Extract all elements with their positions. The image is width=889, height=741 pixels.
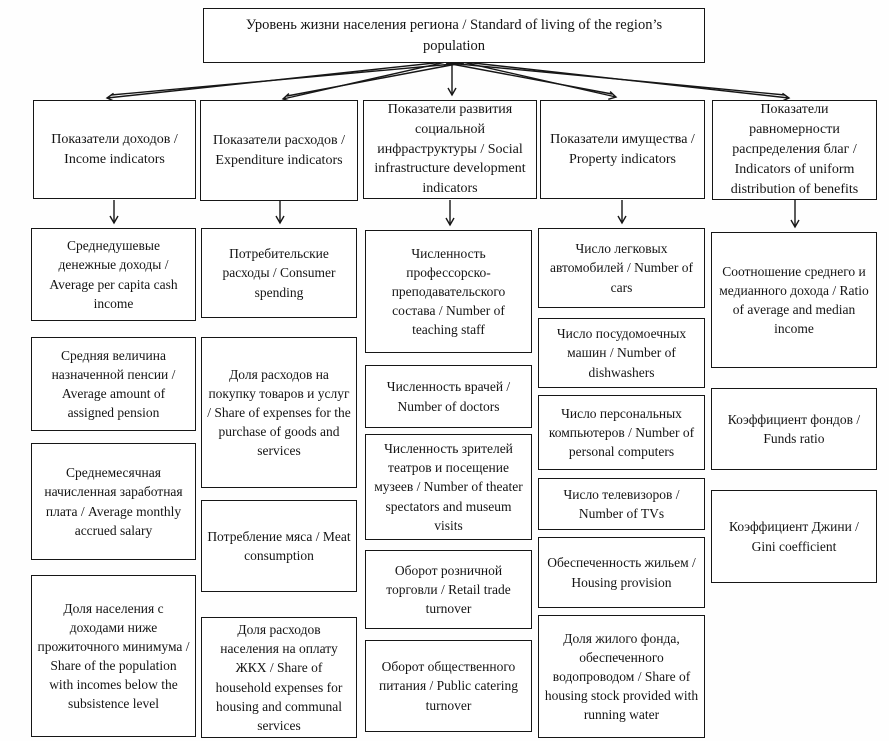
box-consumer-spending: Потребительские расходы / Consumer spending [201,228,357,318]
box-meat-consumption: Потребление мяса / Meat consumption [201,500,357,592]
box-ratio-average-median-income: Соотношение среднего и медианного дохода / Ratio of average and median income [711,232,877,368]
box-number-of-doctors: Численность врачей / Number of doctors [365,365,532,428]
box-number-of-teaching-staff: Численность профессорско-преподавательского состава / Number of teaching staff [365,230,532,353]
box-share-below-subsistence-level: Доля населения с доходами ниже прожиточного минимума / Share of the population with incomes below the subsistence level [31,575,196,737]
box-retail-trade-turnover: Оборот розничной торговли / Retail trade turnover [365,550,532,629]
box-funds-ratio: Коэффициент фондов / Funds ratio [711,388,877,470]
box-housing-stock-running-water: Доля жилого фонда, обеспеченного водопроводом / Share of housing stock provided with running water [538,615,705,738]
box-average-assigned-pension: Средняя величина назначенной пенсии / Average amount of assigned pension [31,337,196,431]
header-social-infrastructure-indicators: Показатели развития социальной инфраструктуры / Social infrastructure development indicators [363,100,537,199]
fan-arrow-to-income-indicators [107,62,464,98]
box-average-per-capita-cash-income: Среднедушевые денежные доходы / Average per capita cash income [31,228,196,321]
header-property-indicators: Показатели имущества / Property indicators [540,100,705,199]
box-number-of-cars: Число легковых автомобилей / Number of cars [538,228,705,308]
header-uniform-distribution-indicators: Показатели равномерности распределения благ / Indicators of uniform distribution of benefits [712,100,877,200]
box-number-of-dishwashers: Число посудомоечных машин / Number of dishwashers [538,318,705,388]
root-standard-of-living-box: Уровень жизни населения региона / Standard of living of the region’s population [203,8,705,63]
box-public-catering-turnover: Оборот общественного питания / Public catering turnover [365,640,532,732]
box-average-monthly-accrued-salary: Среднемесячная начисленная заработная плата / Average monthly accrued salary [31,443,196,560]
box-housing-provision: Обеспеченность жильем / Housing provision [538,537,705,608]
box-number-of-personal-computers: Число персональных компьютеров / Number of personal computers [538,395,705,470]
box-theater-spectators-museum-visits: Численность зрителей театров и посещение музеев / Number of theater spectators and museum visits [365,434,532,540]
box-gini-coefficient: Коэффициент Джини / Gini coefficient [711,490,877,583]
fan-arrow-to-expenditure-indicators [283,62,462,99]
header-expenditure-indicators: Показатели расходов / Expenditure indicators [200,100,358,201]
box-household-expenses-housing-communal: Доля расходов населения на оплату ЖКХ / Share of household expenses for housing and communal services [201,617,357,738]
fan-arrow-to-property-indicators [446,62,616,97]
box-number-of-tvs: Число телевизоров / Number of TVs [538,478,705,530]
box-share-expenses-goods-services: Доля расходов на покупку товаров и услуг / Share of expenses for the purchase of goods and services [201,337,357,488]
header-income-indicators: Показатели доходов / Income indicators [33,100,196,199]
fan-arrow-to-uniform-distribution-indicators [448,62,789,98]
